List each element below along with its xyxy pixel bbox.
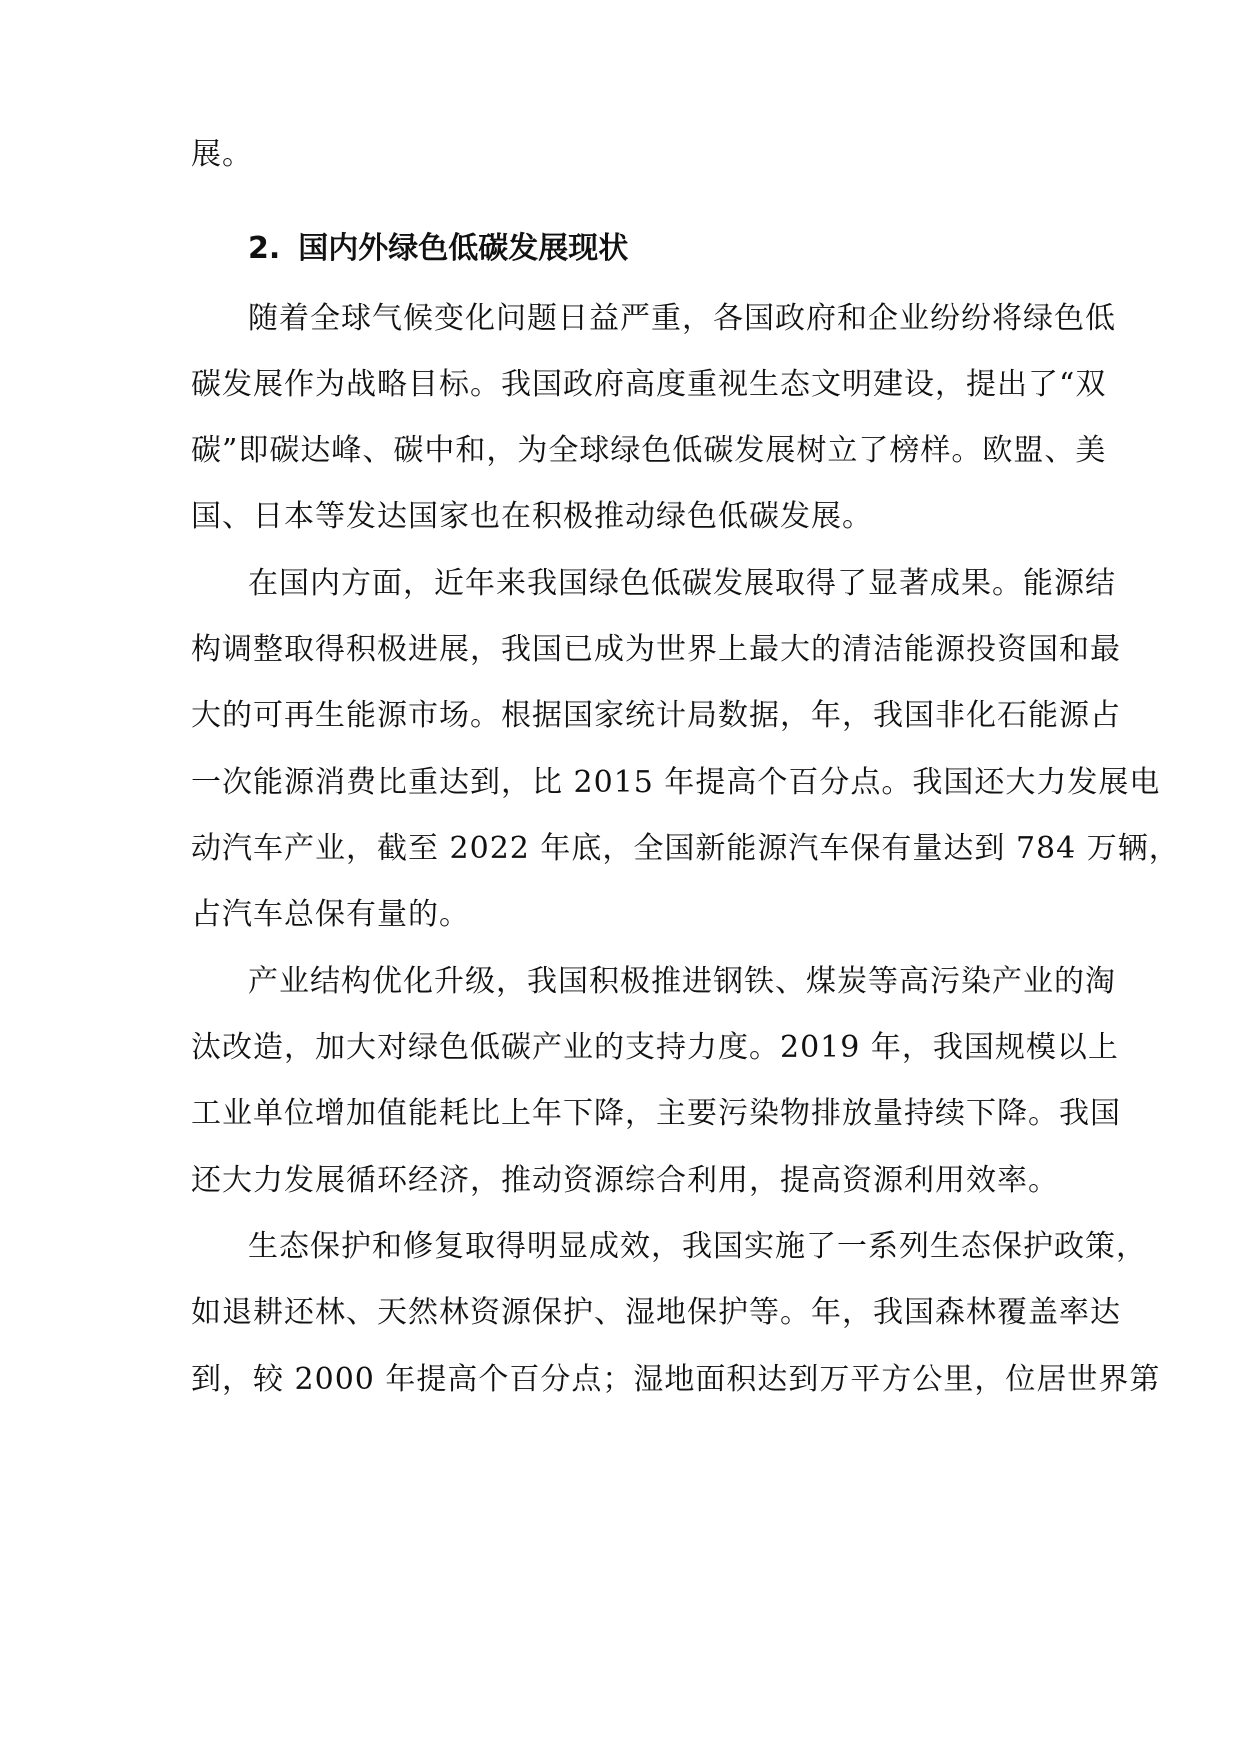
paragraph-line: 还大力发展循环经济，推动资源综合利用，提高资源利用效率。 bbox=[191, 1163, 1059, 1198]
paragraph-line: 占汽车总保有量的。 bbox=[191, 897, 470, 932]
text-line: 展。 bbox=[191, 137, 253, 172]
section-heading bbox=[248, 229, 628, 269]
paragraph-line: 一次能源消费比重达到，比 2015 年提高个百分点。我国还大力发展电 bbox=[191, 765, 1161, 800]
paragraph-line: 随着全球气候变化问题日益严重，各国政府和企业纷纷将绿色低 bbox=[248, 301, 1116, 336]
section-title: 国内外绿色低碳发展现状 bbox=[298, 231, 629, 266]
paragraph-line: 动汽车产业，截至 2022 年底，全国新能源汽车保有量达到 784 万辆， bbox=[191, 831, 1180, 866]
paragraph-line: 到，较 2000 年提高个百分点；湿地面积达到万平方公里，位居世界第 bbox=[191, 1362, 1161, 1397]
paragraph-line: 碳”即碳达峰、碳中和，为全球绿色低碳发展树立了榜样。欧盟、美 bbox=[191, 433, 1107, 468]
paragraph-line: 碳发展作为战略目标。我国政府高度重视生态文明建设，提出了“双 bbox=[191, 367, 1107, 402]
paragraph-line: 国、日本等发达国家也在积极推动绿色低碳发展。 bbox=[191, 499, 873, 534]
paragraph-line: 汰改造，加大对绿色低碳产业的支持力度。2019 年，我国规模以上 bbox=[191, 1030, 1119, 1065]
paragraph-line: 产业结构优化升级，我国积极推进钢铁、煤炭等高污染产业的淘 bbox=[248, 964, 1116, 999]
paragraph-line: 在国内方面，近年来我国绿色低碳发展取得了显著成果。能源结 bbox=[248, 566, 1116, 601]
section-number: 2. bbox=[248, 231, 281, 266]
paragraph-line: 如退耕还林、天然林资源保护、湿地保护等。年，我国森林覆盖率达 bbox=[191, 1295, 1121, 1330]
paragraph-line: 工业单位增加值能耗比上年下降，主要污染物排放量持续下降。我国 bbox=[191, 1096, 1121, 1131]
paragraph-line: 生态保护和修复取得明显成效，我国实施了一系列生态保护政策， bbox=[248, 1229, 1147, 1264]
paragraph-line: 构调整取得积极进展，我国已成为世界上最大的清洁能源投资国和最 bbox=[191, 632, 1121, 667]
paragraph-line: 大的可再生能源市场。根据国家统计局数据，年，我国非化石能源占 bbox=[191, 698, 1121, 733]
